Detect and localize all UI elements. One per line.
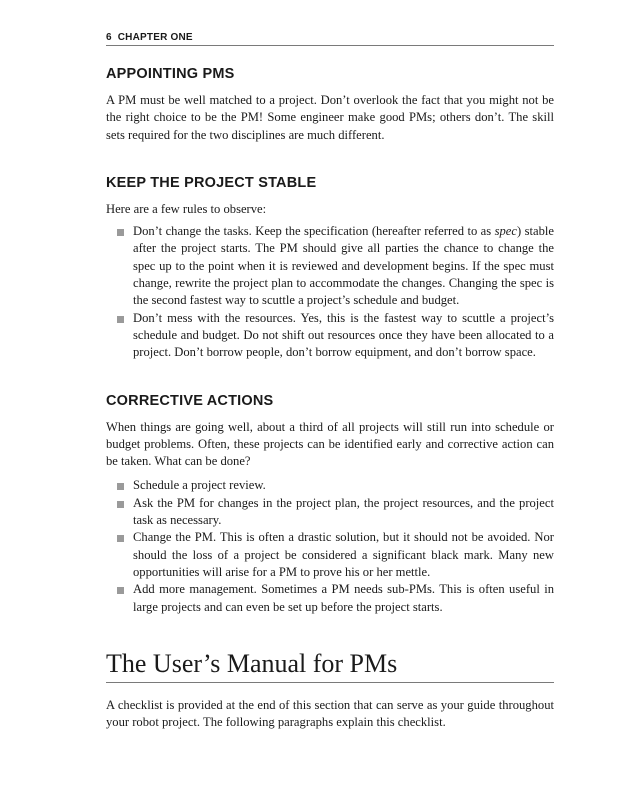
- list-item: Don’t change the tasks. Keep the specification (hereafter referred to as spec) stable after the project starts. The PM should give all parties the chance to change the spec up to the point when it is reviewed and development begins. If the spec must change, rewrite the project plan to accommodate the changes. Changing the spec is the second fastest way to scuttle a project’s schedule and budget.: [106, 223, 554, 309]
- bullet-square-icon: [117, 535, 124, 542]
- heading-keep-stable: KEEP THE PROJECT STABLE: [106, 174, 317, 191]
- list-item: Don’t mess with the resources. Yes, this is the fastest way to scuttle a project’s schedule and budget. Do not shift out resources once they have been allocated to a project. Don’t borrow people, don’t borrow equipment, and don’t borrow space.: [106, 310, 554, 362]
- bullet-square-icon: [117, 483, 124, 490]
- paragraph-corrective: When things are going well, about a third of all projects will still run into schedule or budget problems. Often, these projects can be identified early and corrective action can be taken. What can be done?: [106, 419, 554, 469]
- bullet-square-icon: [117, 587, 124, 594]
- bullet-square-icon: [117, 316, 124, 323]
- stable-rules-list: [106, 223, 554, 361]
- page-number: 6: [106, 32, 112, 43]
- chapter-label: CHAPTER ONE: [117, 32, 193, 43]
- paragraph-appointing: A PM must be well matched to a project. Don’t overlook the fact that you might not be the right choice to be the PM! Some engineer make good PMs; others don’t. The skill sets required for the two disciplines are much different.: [106, 93, 554, 142]
- list-item: Add more management. Sometimes a PM needs sub-PMs. This is often useful in large projects and can even be set up before the project starts.: [106, 581, 554, 616]
- corrective-actions-list: [106, 477, 554, 615]
- heading-corrective-actions: CORRECTIVE ACTIONS: [106, 392, 274, 409]
- list-item: Ask the PM for changes in the project plan, the project resources, and the project task as necessary.: [106, 495, 554, 530]
- bullet-square-icon: [117, 229, 124, 236]
- list-item: Change the PM. This is often a drastic solution, but it should not be avoided. Nor should the loss of a project be considered a significant black mark. Many new opportunities will arise for a PM to prove his or her mettle.: [106, 529, 554, 581]
- heading-appointing-pms: APPOINTING PMS: [106, 66, 235, 82]
- running-head: [106, 32, 554, 46]
- spec-emphasis: spec: [494, 224, 517, 239]
- list-item: Schedule a project review.: [106, 477, 554, 494]
- bullet-square-icon: [117, 501, 124, 508]
- paragraph-stable-intro: Here are a few rules to observe:: [106, 201, 267, 216]
- heading-users-manual: The User’s Manual for PMs: [106, 649, 554, 683]
- page-content: [106, 66, 554, 731]
- paragraph-users-manual: A checklist is provided at the end of this section that can serve as your guide throughout your robot project. The following paragraphs explain this checklist.: [106, 697, 554, 730]
